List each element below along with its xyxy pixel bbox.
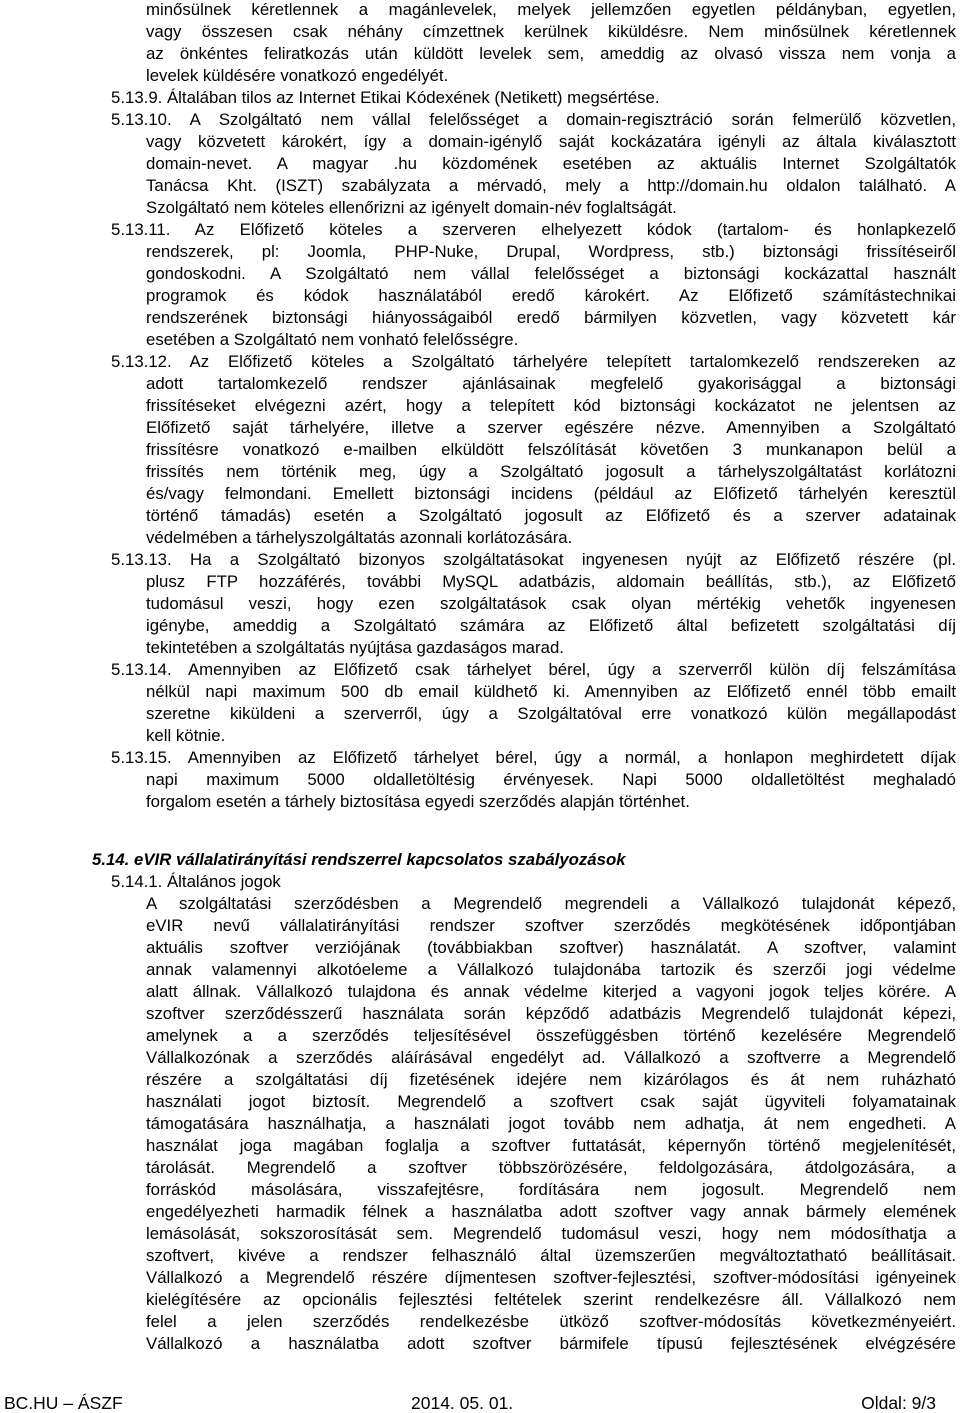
general-rights-line: felel a jelen szerződés rendelkezésbe ütköző szoftver-módosítás következményeiért. [146,1312,956,1331]
section-number: 5.14. [92,850,130,869]
paragraph-line: tudomásul veszi, hogy ezen szolgáltatások csak olyan mértékig vehetők ingyenesen [146,594,956,613]
paragraph-line: forgalom esetén a tárhely biztosítása egyedi szerződés alapján történhet. [146,792,690,811]
clause-first-line: 5.13.10. A Szolgáltató nem vállal felelősséget a domain-regisztráció során felmerülő közvetlen, [111,110,956,129]
paragraph-line: vagy összesen csak néhány címzettnek kerülnek kiküldésre. Nem minősülnek kéretlennek [146,22,956,41]
general-rights-line: alatt állnak. Vállalkozó tulajdona és annak védelme kiterjed a vagyoni jogok teljes körére. A [146,982,956,1001]
paragraph-line: tekintetében a szolgáltatás nyújtása gazdaságos marad. [146,638,564,657]
paragraph-line: nélkül napi maximum 500 db email küldhető ki. Amennyiben az Előfizető ennél több emailt [146,682,956,701]
general-rights-line: részére a szolgáltatási díj fizetésének idejére nem kizárólagos és át nem ruházható [146,1070,956,1089]
general-rights-line: Vállalkozó a használatba adott szoftver bármifele típusú fejlesztésének elvégzésére [146,1334,956,1353]
general-rights-line: használat joga magában foglalja a szoftver futtatását, képernyőn történő megjelenítését, [146,1136,956,1155]
clause-first-line: 5.13.9. Általában tilos az Internet Etikai Kódexének (Netikett) megsértése. [111,88,660,107]
paragraph-line: történő támadás) esetén a Szolgáltató jogosult az Előfizető és a szerver adatainak [146,506,956,525]
paragraph-line: igénybe, ameddig a Szolgáltató számára az Előfizető által befizetett szolgáltatási díj [146,616,956,635]
general-rights-line: lemásolását, sokszorosítását sem. Megrendelő tudomásul veszi, hogy nem módosíthatja a [146,1224,956,1243]
clause-first-line: 5.13.14. Amennyiben az Előfizető csak tárhelyet bérel, úgy a szerverről külön díj felszámítása [111,660,956,679]
general-rights-line: engedélyezheti harmadik félnek a használatba adott szoftver vagy annak bármely elemének [146,1202,956,1221]
general-rights-line: aktuális szoftver verziójának (továbbiakban szoftver) használatát. A szoftver, valamint [146,938,956,957]
footer-page: Oldal: 9/3 [861,1393,936,1413]
paragraph-line: szeretne kiküldeni a szerverről, úgy a Szolgáltatóval erre vonatkozó külön megállapodást [146,704,956,723]
clause-first-line: 5.13.11. Az Előfizető köteles a szerveren elhelyezett kódok (tartalom- és honlapkezelő [111,220,956,239]
general-rights-line: szoftvert, kivéve a rendszer felhasználó által üzemszerűen megváltoztatható beállításait. [146,1246,956,1265]
paragraph-line: minősülnek kéretlennek a magánlevelek, melyek jellemzően egyetlen példányban, egyetlen, [146,0,956,19]
footer-date: 2014. 05. 01. [411,1393,514,1413]
paragraph-line: kell kötnie. [146,726,226,745]
paragraph-line: frissítéseket elvégezni azért, hogy a telepített kód biztonsági kockázatot ne jelentsen az [146,396,956,415]
subsection-heading: 5.14.1. Általános jogok [111,872,281,891]
paragraph-line: frissítés nem történik meg, úgy a Szolgáltató jogosult a tárhelyszolgáltatást korlátozni [146,462,956,481]
paragraph-line: frissítésre vonatkozó e-mailben elküldött felszólítását követően 3 munkanapon belül a [146,440,956,459]
paragraph-line: plusz FTP hozzáférés, további MySQL adatbázis, aldomain beállítás, stb.), az Előfizető [146,572,956,591]
general-rights-line: annak valamennyi alkotóeleme a Vállalkozó tulajdonába tartozik és szerzői jogi védelme [146,960,956,979]
general-rights-line: amelynek a a szerződés teljesítésével összefüggésben történő kezelésére Megrendelő [146,1026,956,1045]
paragraph-line: és/vagy felmondani. Emellett biztonsági incidens (például az Előfizető tárhelyén keresztül [146,484,956,503]
clause-first-line: 5.13.13. Ha a Szolgáltató bizonyos szolgáltatásokat ingyenesen nyújt az Előfizető részére (pl. [111,550,956,569]
general-rights-line: eVIR nevű vállalatirányítási rendszer szoftver szerződés megkötésének időpontjában [146,916,956,935]
paragraph-line: domain-nevet. A magyar .hu közdomének esetében az aktuális Internet Szolgáltatók [146,154,956,173]
general-rights-line: szoftver szerződésszerű használata során képződő adatbázis Megrendelő tulajdonát képezi, [146,1004,956,1023]
paragraph-line: programok és kódok használatából eredő károkért. Az Előfizető számítástechnikai [146,286,956,305]
paragraph-line: védelmében a tárhelyszolgáltatás azonnali korlátozására. [146,528,573,547]
paragraph-line: Tanácsa Kht. (ISZT) szabályzata a mérvadó, mely a http://domain.hu oldalon található. A [146,176,956,195]
clause-first-line: 5.13.15. Amennyiben az Előfizető tárhelyet bérel, úgy a normál, a honlapon meghirdetett díjak [111,748,956,767]
paragraph-line: Szolgáltató nem köteles ellenőrizni az igényelt domain-név foglaltságát. [146,198,677,217]
general-rights-line: A szolgáltatási szerződésben a Megrendelő megrendeli a Vállalkozó tulajdonát képező, [146,894,956,913]
section-title: eVIR vállalatirányítási rendszerrel kapcsolatos szabályozások [134,850,626,869]
general-rights-line: Vállalkozó a Megrendelő részére díjmentesen szoftver-fejlesztési, szoftver-módosítási igényeinek [146,1268,956,1287]
paragraph-line: gondoskodni. A Szolgáltató nem vállal felelősséget a biztonsági kockázattal használt [146,264,956,283]
paragraph-line: vagy közvetett károkért, így a domain-igénylő saját kockázatára igényli az általa kiválasztott [146,132,956,151]
paragraph-line: rendszerének biztonsági hiányosságaiból eredő bármilyen közvetlen, vagy közvetett kár [146,308,956,327]
paragraph-line: esetében a Szolgáltató nem vonható felelősségre. [146,330,519,349]
paragraph-line: rendszerek, pl: Joomla, PHP-Nuke, Drupal, Wordpress, stb.) biztonsági frissítéseiről [146,242,956,261]
paragraph-line: az önkéntes feliratkozás után küldött levelek sem, ameddig az olvasó vissza nem vonja a [146,44,956,63]
paragraph-line: Előfizető saját tárhelyére, illetve a szerver egészére nézve. Amennyiben a Szolgáltató [146,418,956,437]
footer-left: BC.HU – ÁSZF [4,1393,123,1413]
general-rights-line: kielégítésére az opcionális fejlesztési feltételek szerint rendelkezésre áll. Vállalkozó nem [146,1290,956,1309]
clause-first-line: 5.13.12. Az Előfizető köteles a Szolgáltató tárhelyére telepített tartalomkezelő rendszereken az [111,352,956,371]
paragraph-line: adott tartalomkezelő rendszer ajánlásainak megfelelő gyakorisággal a biztonsági [146,374,956,393]
general-rights-line: használati jogot biztosít. Megrendelő a szoftvert csak saját ügyviteli folyamatainak [146,1092,956,1111]
general-rights-line: támogatására használhatja, a használati jogot tovább nem adhatja, át nem engedheti. A [146,1114,956,1133]
paragraph-line: napi maximum 5000 oldalletöltésig érvényesek. Napi 5000 oldalletöltést meghaladó [146,770,956,789]
general-rights-line: Vállalkozónak a szerződés aláírásával engedélyt ad. Vállalkozó a szoftverre a Megrendelő [146,1048,956,1067]
section-heading [92,850,626,870]
paragraph-line: levelek küldésére vonatkozó engedélyét. [146,66,449,85]
general-rights-line: forráskód másolására, visszafejtésre, fordítására nem jogosult. Megrendelő nem [146,1180,956,1199]
general-rights-line: tárolását. Megrendelő a szoftver többszörözésére, feldolgozására, átdolgozására, a [146,1158,956,1177]
